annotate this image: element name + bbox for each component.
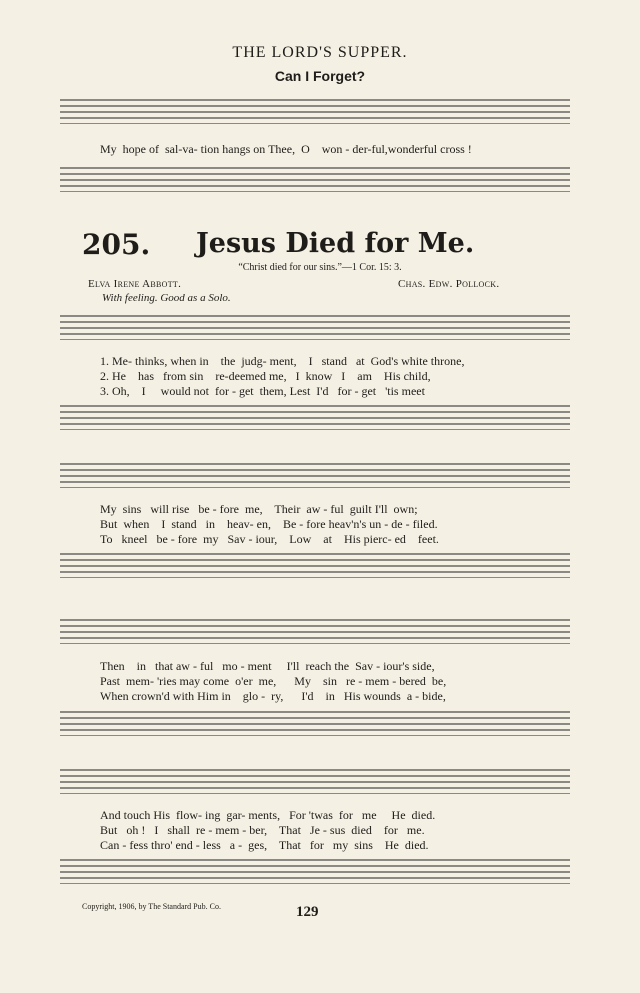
verse-line: Then in that aw - ful mo - ment I'll reach the Sav - iour's side, [100, 659, 435, 673]
bass-staff [60, 404, 570, 430]
section-title: THE LORD'S SUPPER. [232, 44, 408, 61]
page-number: 129 [296, 904, 319, 920]
treble-staff [60, 314, 570, 340]
treble-staff [60, 98, 570, 124]
verse-line: 2. He has from sin re-deemed me, I know I am His child, [100, 369, 431, 383]
preceding-hymn-title: Can I Forget? [274, 68, 366, 84]
verse-line: My sins will rise be - fore me, Their aw - ful guilt I'll own; [100, 502, 418, 516]
treble-staff [60, 618, 570, 644]
treble-staff [60, 462, 570, 488]
verse-line: Past mem- 'ries may come o'er me, My sin re - mem - bered be, [100, 674, 447, 688]
copyright-notice: Copyright, 1906, by The Standard Pub. Co. [82, 902, 221, 911]
verse-line: But oh ! I shall re - mem - ber, That Je - sus died for me. [100, 823, 425, 837]
verse-line: And touch His flow- ing gar- ments, For 'twas for me He died. [100, 808, 436, 822]
verse-line: 3. Oh, I would not for - get them, Lest I'd for - get 'tis meet [100, 384, 425, 398]
verse-line: When crown'd with Him in glo - ry, I'd in His wounds a - bide, [100, 689, 446, 703]
scripture-reference: “Christ died for our sins.”—1 Cor. 15: 3. [238, 262, 402, 273]
hymn-number: 205. [82, 228, 151, 261]
verse-line: But when I stand in heav- en, Be - fore heav'n's un - de - filed. [100, 517, 438, 531]
hymn-title: Jesus Died for Me. [196, 228, 475, 259]
bass-staff [60, 710, 570, 736]
verse-line: 1. Me- thinks, when in the judg- ment, I stand at God's white throne, [100, 354, 465, 368]
author: Elva Irene Abbott. [88, 278, 182, 290]
verse-line: Can - fess thro' end - less a - ges, That for my sins He died. [100, 838, 429, 852]
tempo-marking: With feeling. Good as a Solo. [102, 292, 231, 304]
bass-staff [60, 166, 570, 192]
bass-staff [60, 552, 570, 578]
preceding-hymn-lyric: My hope of sal-va- tion hangs on Thee, O won - der-ful,wonderful cross ! [100, 142, 472, 156]
verse-line: To kneel be - fore my Sav - iour, Low at His pierc- ed feet. [100, 532, 439, 546]
bass-staff [60, 858, 570, 884]
treble-staff [60, 768, 570, 794]
composer: Chas. Edw. Pollock. [398, 278, 500, 290]
